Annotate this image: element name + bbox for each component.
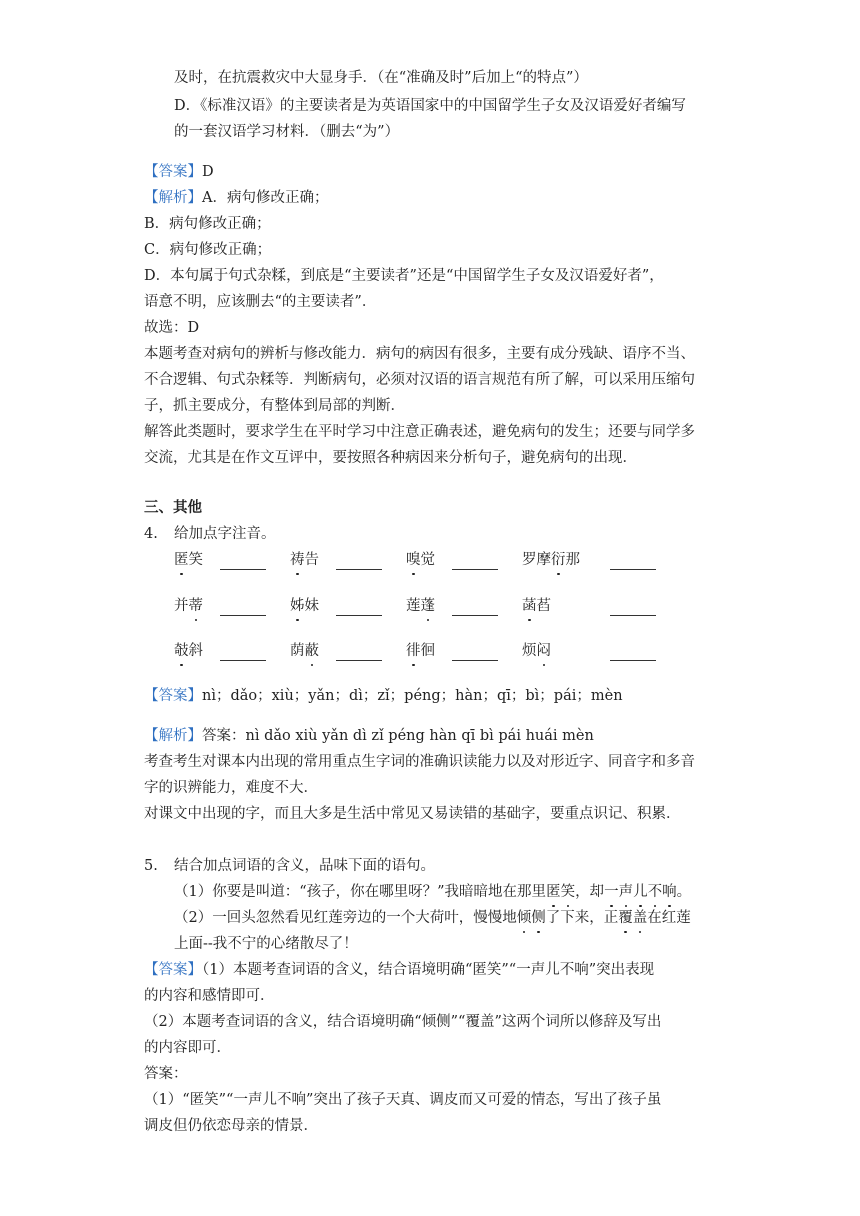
paragraph-2-line1: 解答此类题时，要求学生在平时学习中注意正确表述，避免病句的发生；还要与同学多	[144, 424, 695, 440]
analysis-c: C．病句修改正确；	[144, 242, 272, 258]
dotted-char: 祷	[290, 552, 305, 568]
q4-analysis-line1	[144, 726, 594, 746]
q4-number: 4.	[144, 526, 158, 542]
pinyin-word	[290, 596, 319, 616]
dotted-char: 攲	[174, 643, 189, 659]
option-c-continuation: 及时，在抗震救灾中大显身手．（在“准确及时”后加上“的特点”）	[174, 70, 588, 86]
q4-analysis-line3: 字的识辨能力，难度不大．	[144, 780, 318, 796]
answer-blank[interactable]	[610, 569, 656, 570]
answer-blank[interactable]	[336, 615, 382, 616]
paragraph-1-line1: 本题考查对病句的辨析与修改能力．病句的病因有很多，主要有成分残缺、语序不当、	[144, 346, 695, 362]
dotted-char: 衍	[551, 552, 566, 568]
dotted-char: 匿	[546, 884, 561, 900]
paragraph-2-line2: 交流，尤其是在作文互评中，要按照各种病因来分析句子，避免病句的出现．	[144, 450, 637, 466]
q4-stem: 给加点字注音。	[174, 526, 276, 542]
q4-analysis-line2: 考查考生对课本内出现的常用重点生字词的准确识读能力以及对形近字、同音字和多音	[144, 754, 695, 770]
dotted-char: 儿	[633, 884, 648, 900]
pinyin-word	[522, 641, 551, 661]
word-char: 妹	[304, 598, 319, 614]
word-char: 罗摩	[522, 552, 551, 568]
pinyin-word	[406, 641, 435, 661]
word-char: 笑	[188, 552, 203, 568]
q5-answer-label: 答案：	[144, 1066, 188, 1082]
sentence-text: 在红莲	[647, 910, 691, 926]
answer-blank[interactable]	[452, 660, 498, 661]
analysis-tag: 【解析】	[144, 190, 202, 206]
dotted-char: 不	[647, 884, 663, 900]
dotted-char: 蓬	[420, 598, 435, 614]
pinyin-word	[406, 596, 435, 616]
answer-blank[interactable]	[452, 569, 498, 570]
paragraph-1-line2: 不合逻辑、句式杂糅等．判断病句，必须对汉语的语言规范有所了解，可以采用压缩句	[144, 372, 695, 388]
section-title: 三、其他	[144, 499, 202, 516]
q4-answer	[144, 686, 623, 706]
dotted-char: 闷	[536, 643, 551, 659]
answer-value: nì；dǎo；xiù；yǎn；dì；zǐ；péng；hàn；qī；bì；pái；mèn	[202, 688, 623, 704]
q3-answer	[144, 162, 214, 182]
word-char: 荫	[290, 643, 305, 659]
answer-blank[interactable]	[610, 615, 656, 616]
dotted-char: 匿	[174, 552, 189, 568]
answer-blank[interactable]	[220, 660, 266, 661]
dotted-word-niexiao	[546, 884, 575, 900]
sentence-text: ，却	[575, 884, 605, 900]
dotted-char: 菡	[522, 598, 537, 614]
dotted-word-fugai	[618, 910, 647, 926]
answer-value: D	[202, 164, 214, 180]
word-char: 觉	[420, 552, 435, 568]
dotted-char: 蒂	[188, 598, 203, 614]
paragraph-1-line3: 子，抓主要成分，有整体到局部的判断．	[144, 398, 405, 414]
analysis-b: B．病句修改正确；	[144, 216, 271, 232]
dotted-char: 蔽	[304, 643, 319, 659]
pinyin-word	[522, 596, 551, 616]
word-char: 莲	[406, 598, 421, 614]
q5-sentence-2	[174, 908, 691, 928]
pinyin-word	[290, 550, 319, 570]
answer-blank[interactable]	[336, 660, 382, 661]
answer-blank[interactable]	[220, 615, 266, 616]
dotted-char: 覆	[618, 910, 633, 926]
answer-tag: 【答案】	[144, 688, 202, 704]
analysis-tag: 【解析】	[144, 728, 202, 744]
pinyin-word	[174, 641, 203, 661]
pinyin-word	[174, 596, 203, 616]
dotted-char: 侧	[531, 910, 546, 926]
sentence-text: 了下来，正	[545, 910, 619, 926]
pinyin-word	[522, 550, 580, 570]
q5-answer-line3: （2）本题考查词语的含义，结合语境明确“倾侧”“覆盖”这两个词所以修辞及写出	[144, 1014, 662, 1030]
dotted-char: 响	[662, 884, 677, 900]
answer-blank[interactable]	[610, 660, 656, 661]
answer-tag: 【答案】	[144, 164, 202, 180]
word-char: 告	[304, 552, 319, 568]
answer-blank[interactable]	[336, 569, 382, 570]
analysis-pinyin: 答案：nì dǎo xiù yǎn dì zǐ péng hàn qī bì pái huái mèn	[202, 728, 594, 744]
word-char: 烦	[522, 643, 537, 659]
q5-number: 5.	[144, 858, 158, 874]
q5-answer-line2: 的内容和感情即可．	[144, 988, 275, 1004]
q4-analysis-line4: 对课文中出现的字，而且大多是生活中常见又易读错的基础字，要重点识记、积累．	[144, 806, 681, 822]
choose-line: 故选：D	[144, 320, 200, 336]
answer-blank[interactable]	[452, 615, 498, 616]
word-char: 斜	[188, 643, 203, 659]
word-char: 并	[174, 598, 189, 614]
sentence-text: （2）一回头忽然看见红莲旁边的一个大荷叶，慢慢地	[174, 910, 517, 926]
answer-text: （1）本题考查词语的含义，结合语境明确“匿笑”“一声儿不响”突出表现	[202, 962, 655, 978]
q5-answer-line1	[144, 960, 654, 980]
q5-stem: 结合加点词语的含义，品味下面的语句。	[174, 858, 435, 874]
word-char: 那	[565, 552, 580, 568]
dotted-char: 声	[618, 884, 634, 900]
pinyin-word	[174, 550, 203, 570]
option-d-line2: 的一套汉语学习材料．（删去“为”）	[174, 124, 400, 140]
q5-answer-line6: 调皮但仍依恋母亲的情景．	[144, 1118, 318, 1134]
answer-blank[interactable]	[220, 569, 266, 570]
analysis-d-line1: D．本句属于句式杂糅，到底是“主要读者”还是“中国留学生子女及汉语爱好者”，	[144, 268, 664, 284]
dotted-word-qingce	[517, 910, 546, 926]
answer-tag: 【答案】	[144, 962, 202, 978]
dotted-char: 盖	[632, 910, 648, 926]
dotted-char: 一	[604, 884, 619, 900]
q5-answer-line5: （1）“匿笑”“一声儿不响”突出了孩子天真、调皮而又可爱的情态，写出了孩子虽	[144, 1092, 662, 1108]
q5-sentence-1	[174, 882, 691, 902]
q5-sentence-2-line2: 上面--我不宁的心绪散尽了！	[174, 936, 358, 952]
option-d-line1: D．《标准汉语》的主要读者是为英语国家中的中国留学生子女及汉语爱好者编写	[174, 98, 686, 114]
dotted-char: 嗅	[406, 552, 421, 568]
word-char: 徊	[420, 643, 435, 659]
analysis-d-line2: 语意不明，应该删去“的主要读者”．	[144, 294, 377, 310]
q5-answer-line4: 的内容即可．	[144, 1040, 231, 1056]
analysis-a: A．病句修改正确；	[202, 190, 329, 206]
sentence-text: 。	[676, 884, 692, 900]
q3-analysis	[144, 188, 328, 208]
dotted-word-yishengerbuxiang	[604, 884, 677, 900]
dotted-char: 徘	[406, 643, 421, 659]
sentence-text: （1）你要是叫道：“孩子，你在哪里呀？”我暗暗地在那里	[174, 884, 547, 900]
word-char: 萏	[536, 598, 551, 614]
dotted-char: 姊	[290, 598, 305, 614]
dotted-char: 笑	[560, 884, 576, 900]
dotted-char: 倾	[516, 910, 532, 926]
pinyin-word	[406, 550, 435, 570]
pinyin-word	[290, 641, 319, 661]
